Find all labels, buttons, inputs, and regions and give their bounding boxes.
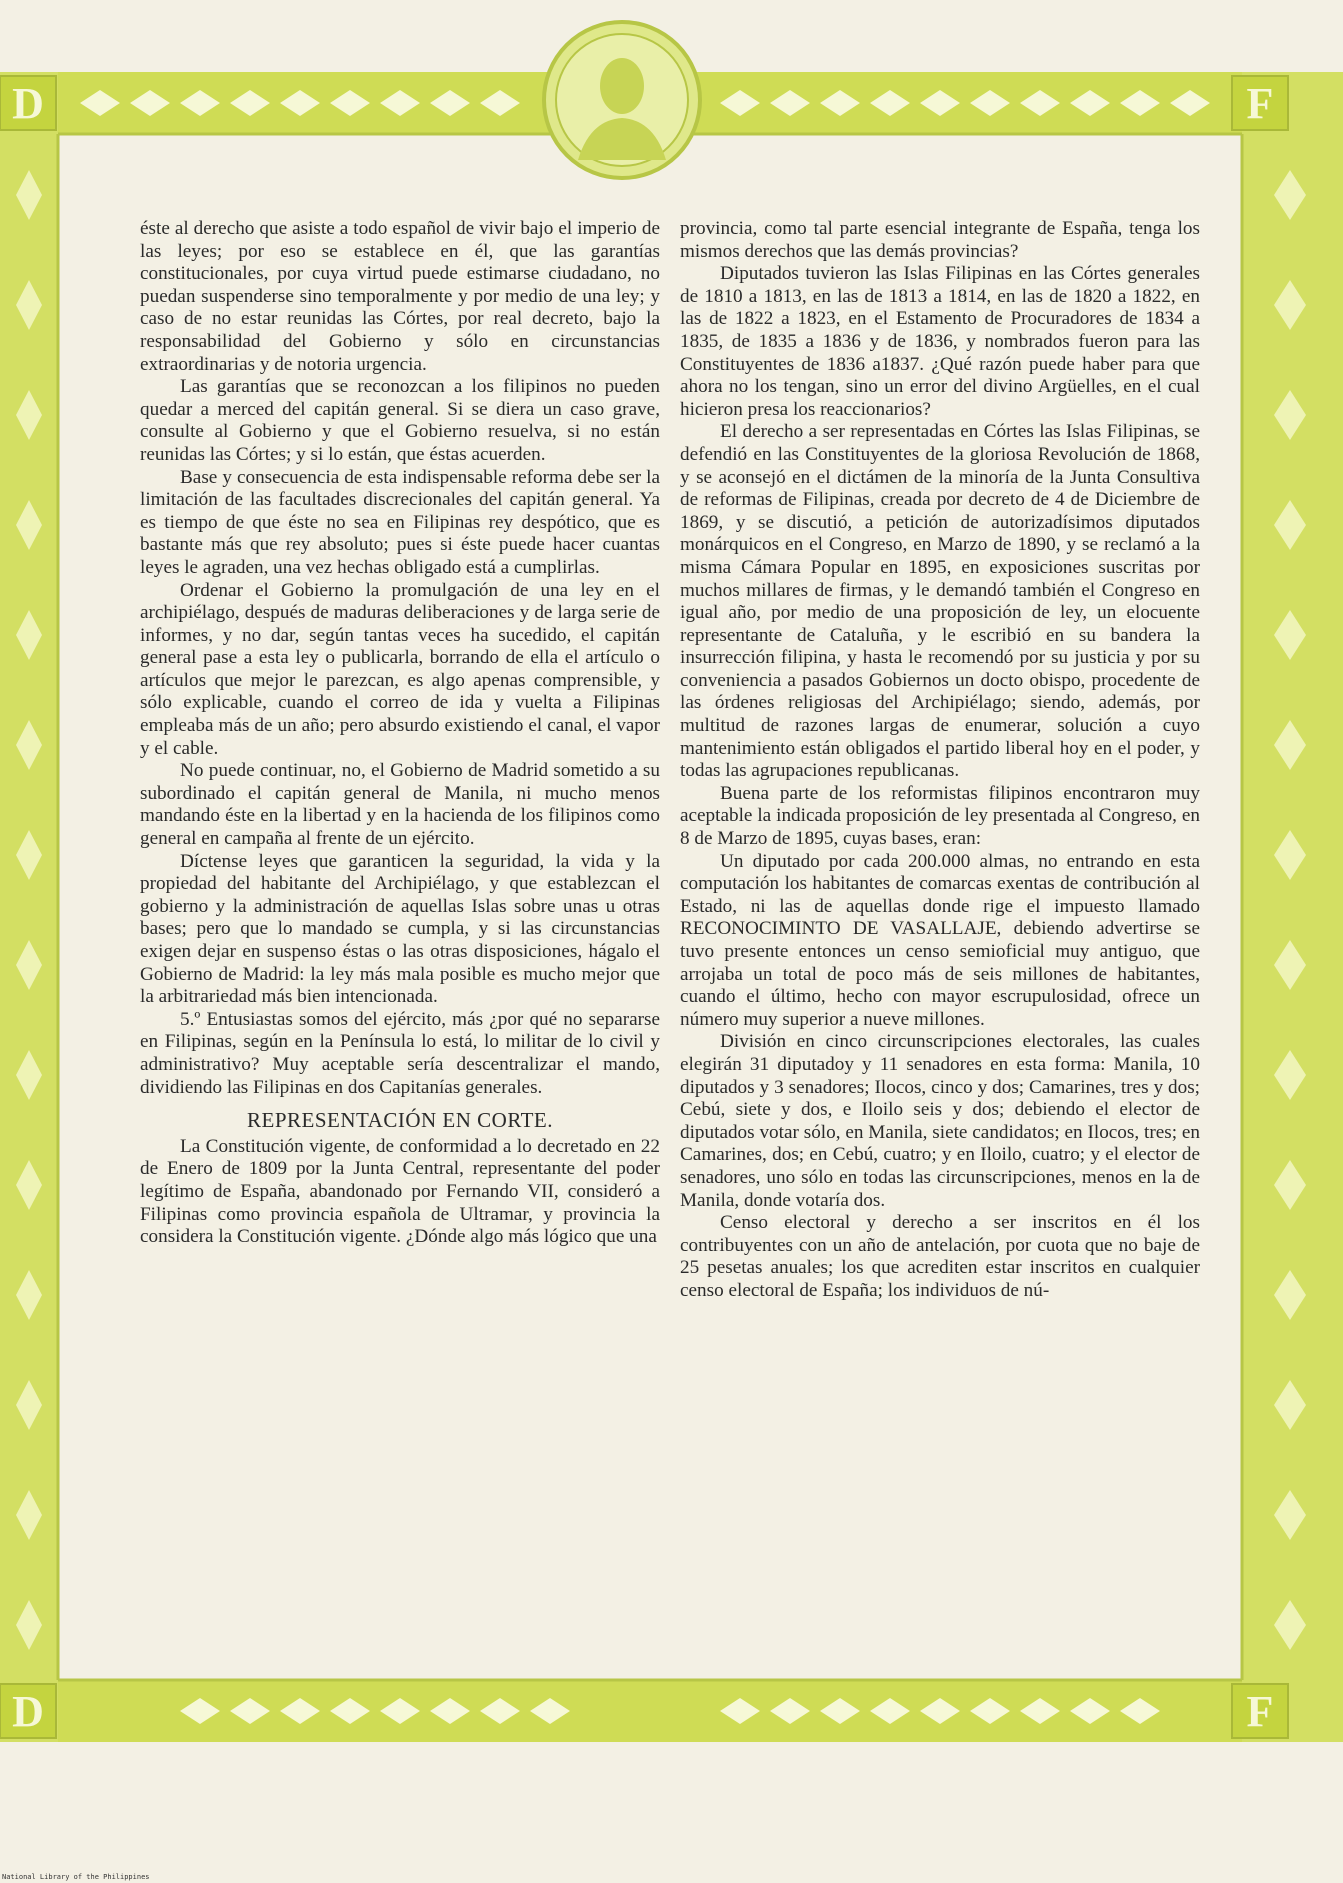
right-paragraph-1: provincia, como tal parte esencial integrante de España, tenga los mismos derechos que las demás provincias? <box>680 218 1200 262</box>
border-letter-top-right: F <box>1246 79 1274 128</box>
border-letter-bottom-right: F <box>1246 1687 1274 1736</box>
left-paragraph-2: Las garantías que se reconozcan a los filipinos no pueden quedar a merced del capitán general. Si se diera un caso grave, consulte al Gobierno y que el Gobierno resuelva, si no están reunidas las Córtes; y si lo están, que éstas acuerden. <box>140 376 660 465</box>
border-letter-top-left: D <box>12 79 44 128</box>
left-paragraph-7: 5.º Entusiastas somos del ejército, más ¿por qué no separarse en Filipinas, según en la Península lo está, lo militar de lo civil y administrativo? Muy aceptable sería descentralizar el mando, dividiendo las Filipinas en dos Capitanías generales. <box>140 1008 660 1098</box>
right-paragraph-6: División en cinco circunscripciones electorales, las cuales elegirán 31 diputadoy y 11 senadores en esta forma: Manila, 10 diputados y 3 senadores; Ilocos, cinco y dos; Camarines, tres y dos; Cebú, siete y dos, e Iloilo seis y dos; debiendo el elector de diputados votar sólo, en Manila, siete candidatos; en Ilocos, tres; en Camarines, dos; en Cebú, cuatro; y en Iloilo, cuatro; y el elector de senadores, uno sólo en todas las circunscripciones, menos en la de Manila, donde votaría dos. <box>680 1031 1200 1211</box>
right-paragraph-3: El derecho a ser representadas en Córtes las Islas Filipinas, se defendió en las Constituyentes de la gloriosa Revolución de 1868, y se aconsejó en el dictámen de la minoría de la Junta Consultiva de reformas de Filipinas, creada por decreto de 4 de Diciembre de 1869, y se discutió, a petición de autorizadísimos diputados monárquicos en el Congreso, en Marzo de 1890, y se reclamó a la misma Cámara Popular en 1895, en exposiciones suscritas por muchos millares de firmas, y le demandó también el Congreso en igual año, por medio de una proposición de ley, un elocuente representante de Cataluña, y le escribió en su bandera la insurrección filipina, y hasta le recomendó por su justicia y por su conveniencia a pasados Gobiernos un docto obispo, procedente de las órdenes religiosas del Archipiélago; siendo, además, por multitud de razones largas de enumerar, solución a cuyo mantenimiento están obligados el partido liberal hoy en el poder, y todas las agrupaciones republicanas. <box>680 421 1200 782</box>
left-paragraph-1: éste al derecho que asiste a todo español de vivir bajo el imperio de las leyes; por eso se establece en él, que las garantías constitucionales, por cuya virtud puede estimarse ciudadano, no puedan suspenderse sino temporalmente y por medio de una ley; y caso de no estar reunidas las Córtes, por real decreto, bajo la responsabilidad del Gobierno y sólo en circunstancias extraordinarias y de notoria urgencia. <box>140 218 660 375</box>
right-paragraph-7: Censo electoral y derecho a ser inscritos en él los contribuyentes con un año de antelación, por cuota que no baje de 25 pesetas anuales; los que acrediten estar inscritos en cualquier censo electoral de España; los individuos de nú- <box>680 1212 1200 1301</box>
left-paragraph-6: Díctense leyes que garanticen la seguridad, la vida y la propiedad del habitante del Archipiélago, y que establezcan el gobierno y la administración de aquellas Islas sobre unas u otras bases; pero que lo mandado se cumpla, y si las circunstancias exigen dejar en suspenso éstas o las otras disposiciones, hágalo el Gobierno de Madrid: la ley más mala posible es mucho mejor que la arbitrariedad más bien intencionada. <box>140 850 660 1008</box>
right-paragraph-5: Un diputado por cada 200.000 almas, no entrando en esta computación los habitantes de comarcas exentas de contribución al Estado, ni las de aquellas donde rige el impuesto llamado RECONOCIMINTO DE VASALLAJE, debiendo advertirse se tuvo presente entonces un censo semioficial muy antiguo, que arrojaba un total de poco más de seis millones de habitantes, cuando el último, hecho con mayor escrupulosidad, ofrece un número muy superior a nueve millones. <box>680 850 1200 1030</box>
library-footer-note: National Library of the Philippines <box>2 1873 150 1881</box>
left-paragraph-8: La Constitución vigente, de conformidad a lo decretado en 22 de Enero de 1809 por la Junta Central, representante del poder legítimo de España, abandonado por Fernando VII, consideró a Filipinas como provincia española de Ultramar, y provincia la considera la Constitución vigente. ¿Dónde algo más lógico que una <box>140 1135 660 1248</box>
left-paragraph-5: No puede continuar, no, el Gobierno de Madrid sometido a su subordinado el capitán general de Manila, ni mucho menos mandando éste en la libertad y en la hacienda de los filipinos como general en campaña al frente de un ejército. <box>140 760 660 850</box>
border-letter-bottom-left: D <box>12 1687 44 1736</box>
section-heading: REPRESENTACIÓN EN CORTE. <box>247 1108 553 1133</box>
right-paragraph-4: Buena parte de los reformistas filipinos encontraron muy aceptable la indicada proposición de ley presentada al Congreso, en 8 de Marzo de 1895, cuyas bases, eran: <box>680 782 1200 850</box>
left-paragraph-3: Base y consecuencia de esta indispensable reforma debe ser la limitación de las facultades discrecionales del capitán general. Ya es tiempo de que éste no sea en Filipinas rey despótico, que es bastante más que rey absoluto; pues si éste puede hacer cuantas leyes le agraden, una vez hechas obligado está a cumplirlas. <box>140 466 660 578</box>
left-paragraph-4: Ordenar el Gobierno la promulgación de una ley en el archipiélago, después de maduras deliberaciones y de larga serie de informes, y no dar, según tantas veces ha sucedido, el capitán general pase a esta ley o publicarla, borrando de ella el artículo o artículos que mejor le parezcan, es algo apenas comprensible, y sólo explicable, cuando el correo de ida y vuelta a Filipinas empleaba más de un año; pero absurdo existiendo el canal, el vapor y el cable. <box>140 579 660 759</box>
right-paragraph-2: Diputados tuvieron las Islas Filipinas en las Córtes generales de 1810 a 1813, en las de 1813 a 1814, en las de 1820 a 1822, en las de 1822 a 1823, en el Estamento de Procuradores de 1834 a 1835, de 1835 a 1836 y de 1836, y nombrados fueron para las Constituyentes de 1836 a1837. ¿Qué razón puede haber para que ahora no los tengan, sino un error del divino Argüelles, en el cual hicieron presa los reaccionarios? <box>680 263 1200 420</box>
right-column <box>680 218 1200 1303</box>
left-column <box>140 218 660 1249</box>
